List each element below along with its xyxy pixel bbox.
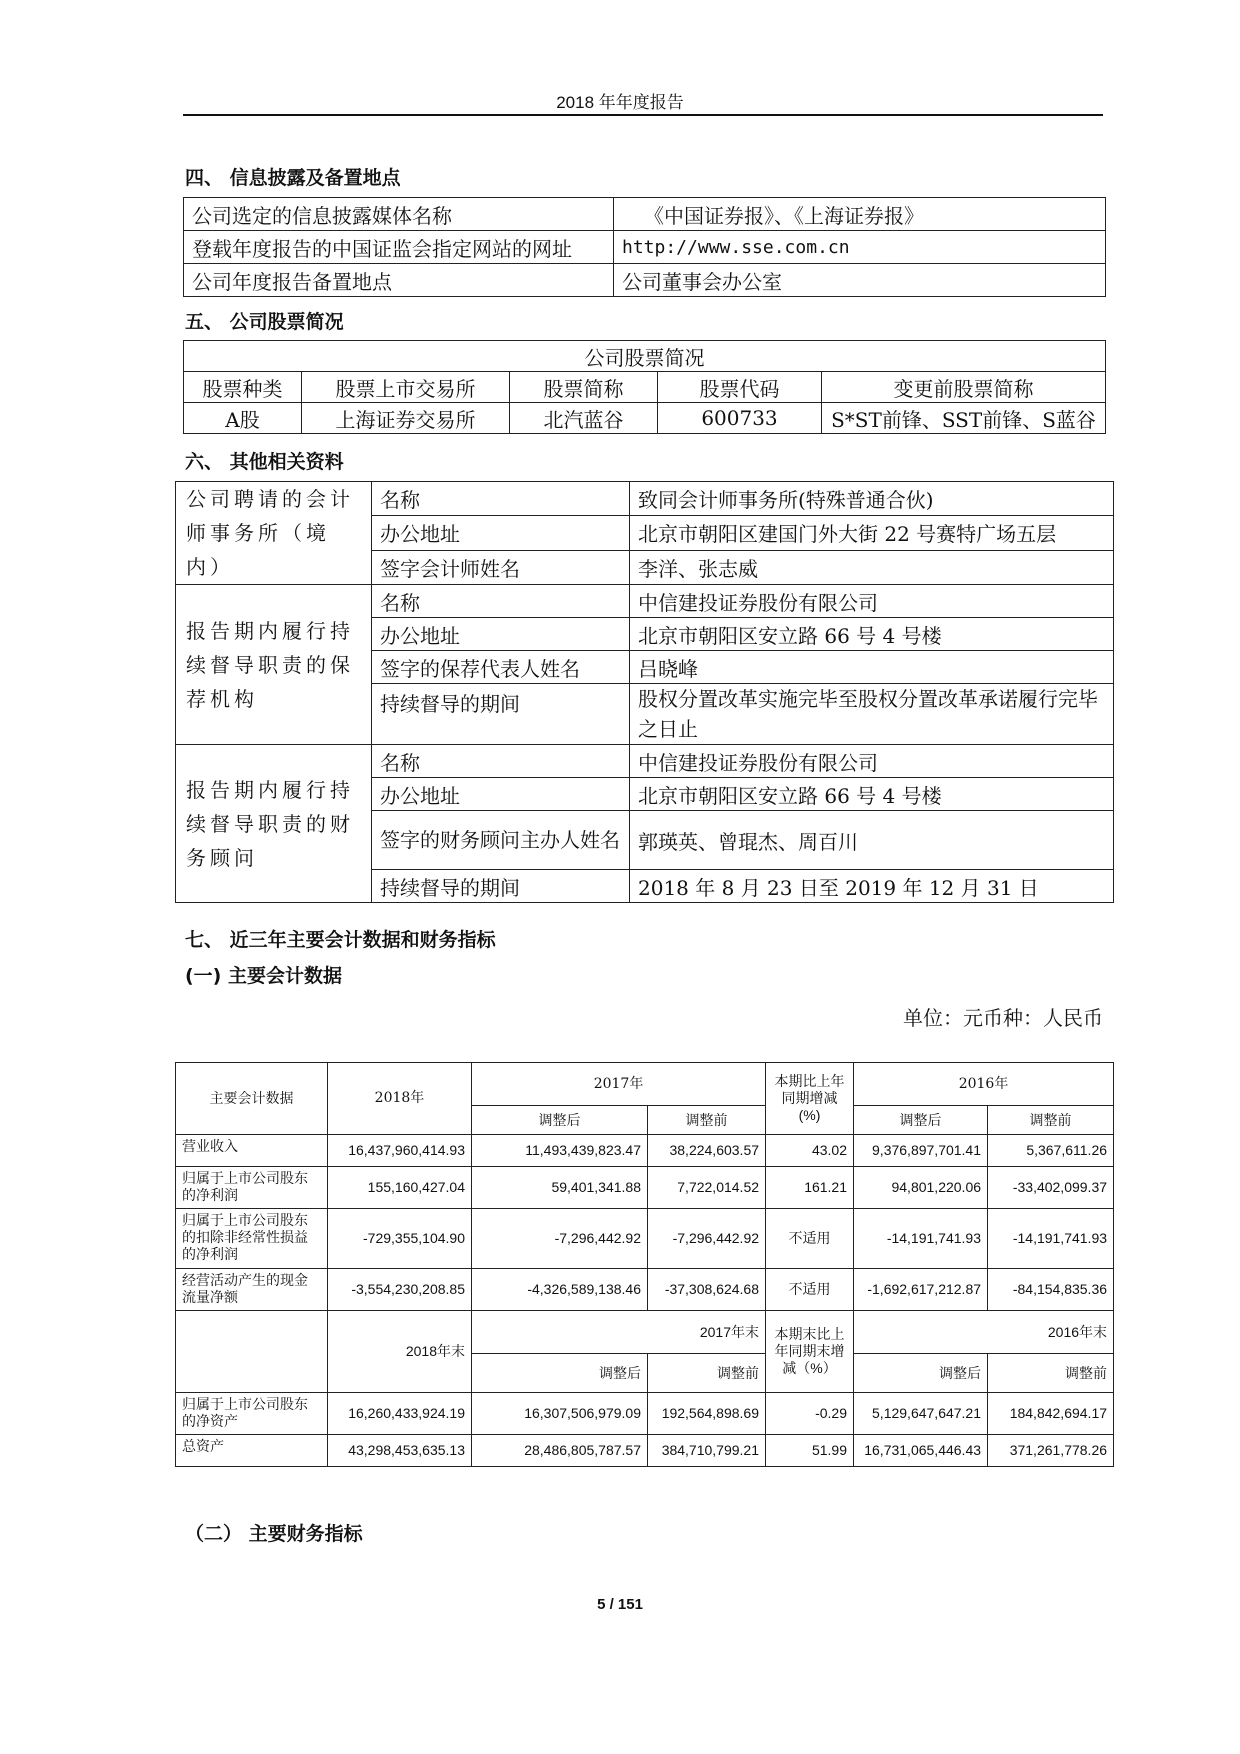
table-cell: -0.29 bbox=[766, 1393, 854, 1435]
column-header-adjusted: 调整后 bbox=[472, 1106, 648, 1135]
table-cell: 北汽蓝谷 bbox=[510, 403, 658, 434]
accounting-data-table bbox=[175, 1062, 1114, 1467]
table-row bbox=[184, 403, 1106, 434]
column-header-original: 调整前 bbox=[648, 1106, 766, 1135]
row-value: 公司董事会办公室 bbox=[614, 264, 1106, 297]
row-label: 归属于上市公司股东的净资产 bbox=[176, 1393, 328, 1435]
column-header-year: 2017年末 bbox=[472, 1311, 766, 1354]
blank-header-cell bbox=[176, 1311, 328, 1393]
column-header: 股票种类 bbox=[184, 372, 302, 403]
column-header-year: 2016年 bbox=[854, 1063, 1114, 1106]
column-header-original: 调整前 bbox=[988, 1106, 1114, 1135]
row-value: 致同会计师事务所(特殊普通合伙) bbox=[630, 482, 1114, 516]
row-value: 北京市朝阳区安立路 66 号 4 号楼 bbox=[630, 618, 1114, 651]
table-cell: 16,437,960,414.93 bbox=[328, 1135, 472, 1167]
group-name: 公司聘请的会计师事务所（境内） bbox=[176, 482, 372, 585]
row-label: 公司选定的信息披露媒体名称 bbox=[184, 198, 614, 231]
table-cell: -729,355,104.90 bbox=[328, 1209, 472, 1269]
table-row bbox=[176, 1393, 1114, 1435]
section-4-heading: 四、 信息披露及备置地点 bbox=[185, 167, 401, 189]
table-cell: 155,160,427.04 bbox=[328, 1167, 472, 1209]
column-header-year: 2016年末 bbox=[854, 1311, 1114, 1354]
table-header-row bbox=[176, 1311, 1114, 1354]
column-header: 变更前股票简称 bbox=[822, 372, 1106, 403]
row-label: 营业收入 bbox=[176, 1135, 328, 1167]
table-row bbox=[176, 585, 1114, 618]
section-6-heading: 六、 其他相关资料 bbox=[185, 451, 344, 473]
table-cell: -14,191,741.93 bbox=[988, 1209, 1114, 1269]
table-cell: -37,308,624.68 bbox=[648, 1269, 766, 1311]
column-header: 股票简称 bbox=[510, 372, 658, 403]
column-header: 股票上市交易所 bbox=[302, 372, 510, 403]
table-cell: 384,710,799.21 bbox=[648, 1435, 766, 1467]
table-row bbox=[176, 1167, 1114, 1209]
table-cell: 371,261,778.26 bbox=[988, 1435, 1114, 1467]
subsection-financial-indicators: （二） 主要财务指标 bbox=[185, 1523, 363, 1545]
row-label: 签字的保荐代表人姓名 bbox=[372, 651, 630, 684]
column-header-adjusted: 调整后 bbox=[854, 1354, 988, 1393]
row-label: 登载年度报告的中国证监会指定网站的网址 bbox=[184, 231, 614, 264]
row-label: 持续督导的期间 bbox=[372, 870, 630, 903]
table-cell: 184,842,694.17 bbox=[988, 1393, 1114, 1435]
table-row bbox=[184, 231, 1106, 264]
table-row bbox=[176, 745, 1114, 778]
table-cell: S*ST前锋、SST前锋、S蓝谷 bbox=[822, 403, 1106, 434]
table-cell: 16,731,065,446.43 bbox=[854, 1435, 988, 1467]
column-header: 股票代码 bbox=[658, 372, 822, 403]
table-row bbox=[176, 1269, 1114, 1311]
table-row bbox=[184, 198, 1106, 231]
table-cell: 不适用 bbox=[766, 1209, 854, 1269]
header-divider bbox=[183, 114, 1103, 116]
column-header-adjusted: 调整后 bbox=[854, 1106, 988, 1135]
table-cell: 38,224,603.57 bbox=[648, 1135, 766, 1167]
column-header-change: 本期比上年同期增减(%) bbox=[766, 1063, 854, 1135]
table-title: 公司股票简况 bbox=[184, 341, 1106, 372]
table-cell: -3,554,230,208.85 bbox=[328, 1269, 472, 1311]
table-cell: 43,298,453,635.13 bbox=[328, 1435, 472, 1467]
table-cell: 7,722,014.52 bbox=[648, 1167, 766, 1209]
table-cell: 16,307,506,979.09 bbox=[472, 1393, 648, 1435]
row-value: 北京市朝阳区安立路 66 号 4 号楼 bbox=[630, 778, 1114, 811]
column-header-year: 2018年末 bbox=[328, 1311, 472, 1393]
disclosure-table bbox=[183, 197, 1106, 297]
row-value: 郭瑛英、曾琨杰、周百川 bbox=[630, 811, 1114, 870]
column-header-adjusted: 调整后 bbox=[472, 1354, 648, 1393]
table-row bbox=[176, 482, 1114, 516]
table-cell: -7,296,442.92 bbox=[472, 1209, 648, 1269]
column-header: 主要会计数据 bbox=[176, 1063, 328, 1135]
row-label: 公司年度报告备置地点 bbox=[184, 264, 614, 297]
table-cell: 28,486,805,787.57 bbox=[472, 1435, 648, 1467]
column-header-original: 调整前 bbox=[988, 1354, 1114, 1393]
column-header-original: 调整前 bbox=[648, 1354, 766, 1393]
unit-note: 单位：元币种：人民币 bbox=[903, 1006, 1103, 1030]
column-header-change: 本期末比上年同期末增减（%） bbox=[766, 1311, 854, 1393]
row-value: 2018 年 8 月 23 日至 2019 年 12 月 31 日 bbox=[630, 870, 1114, 903]
row-label: 名称 bbox=[372, 745, 630, 778]
row-label: 归属于上市公司股东的扣除非经常性损益的净利润 bbox=[176, 1209, 328, 1269]
table-cell: 192,564,898.69 bbox=[648, 1393, 766, 1435]
table-row bbox=[184, 341, 1106, 372]
row-value: 股权分置改革实施完毕至股权分置改革承诺履行完毕之日止 bbox=[630, 684, 1114, 745]
table-cell: 5,367,611.26 bbox=[988, 1135, 1114, 1167]
page-number: 5 / 151 bbox=[597, 1596, 643, 1613]
table-row bbox=[184, 264, 1106, 297]
row-label: 总资产 bbox=[176, 1435, 328, 1467]
table-cell: 94,801,220.06 bbox=[854, 1167, 988, 1209]
table-cell: 5,129,647,647.21 bbox=[854, 1393, 988, 1435]
column-header-year: 2018年 bbox=[328, 1063, 472, 1135]
page-header-title: 2018 年年度报告 bbox=[556, 93, 684, 112]
table-row bbox=[176, 1209, 1114, 1269]
row-value: 《中国证券报》、《上海证券报》 bbox=[614, 198, 1106, 231]
table-cell: A股 bbox=[184, 403, 302, 434]
row-label: 归属于上市公司股东的净利润 bbox=[176, 1167, 328, 1209]
column-header-year: 2017年 bbox=[472, 1063, 766, 1106]
table-cell: 51.99 bbox=[766, 1435, 854, 1467]
section-5-heading: 五、 公司股票简况 bbox=[185, 311, 344, 333]
row-label: 名称 bbox=[372, 482, 630, 516]
table-cell: 9,376,897,701.41 bbox=[854, 1135, 988, 1167]
table-row bbox=[176, 1435, 1114, 1467]
table-cell: -33,402,099.37 bbox=[988, 1167, 1114, 1209]
row-value: 北京市朝阳区建国门外大街 22 号赛特广场五层 bbox=[630, 516, 1114, 550]
table-cell: -14,191,741.93 bbox=[854, 1209, 988, 1269]
row-value: 吕晓峰 bbox=[630, 651, 1114, 684]
table-cell: -4,326,589,138.46 bbox=[472, 1269, 648, 1311]
table-cell: -84,154,835.36 bbox=[988, 1269, 1114, 1311]
row-label: 办公地址 bbox=[372, 618, 630, 651]
row-label: 名称 bbox=[372, 585, 630, 618]
section-7-heading: 七、 近三年主要会计数据和财务指标 bbox=[185, 929, 496, 951]
row-value: 中信建投证券股份有限公司 bbox=[630, 585, 1114, 618]
row-value: 中信建投证券股份有限公司 bbox=[630, 745, 1114, 778]
group-name: 报告期内履行持续督导职责的保荐机构 bbox=[176, 585, 372, 745]
table-cell: 上海证券交易所 bbox=[302, 403, 510, 434]
row-label: 经营活动产生的现金流量净额 bbox=[176, 1269, 328, 1311]
table-cell: 59,401,341.88 bbox=[472, 1167, 648, 1209]
table-cell: -7,296,442.92 bbox=[648, 1209, 766, 1269]
table-header-row bbox=[184, 372, 1106, 403]
table-cell: 11,493,439,823.47 bbox=[472, 1135, 648, 1167]
row-label: 签字的财务顾问主办人姓名 bbox=[372, 811, 630, 870]
other-info-table bbox=[175, 481, 1114, 903]
group-name: 报告期内履行持续督导职责的财务顾问 bbox=[176, 745, 372, 903]
table-row bbox=[176, 1135, 1114, 1167]
table-cell: 161.21 bbox=[766, 1167, 854, 1209]
table-cell: 600733 bbox=[658, 403, 822, 434]
row-label: 办公地址 bbox=[372, 516, 630, 550]
row-label: 办公地址 bbox=[372, 778, 630, 811]
table-cell: 不适用 bbox=[766, 1269, 854, 1311]
stock-table bbox=[183, 340, 1106, 434]
table-header-row bbox=[176, 1063, 1114, 1106]
table-cell: 43.02 bbox=[766, 1135, 854, 1167]
row-label: 持续督导的期间 bbox=[372, 684, 630, 745]
row-label: 签字会计师姓名 bbox=[372, 550, 630, 584]
table-cell: 16,260,433,924.19 bbox=[328, 1393, 472, 1435]
row-value: 李洋、张志威 bbox=[630, 550, 1114, 584]
table-cell: -1,692,617,212.87 bbox=[854, 1269, 988, 1311]
subsection-accounting-data: (一) 主要会计数据 bbox=[185, 965, 342, 987]
website-url: http://www.sse.com.cn bbox=[614, 231, 1106, 264]
